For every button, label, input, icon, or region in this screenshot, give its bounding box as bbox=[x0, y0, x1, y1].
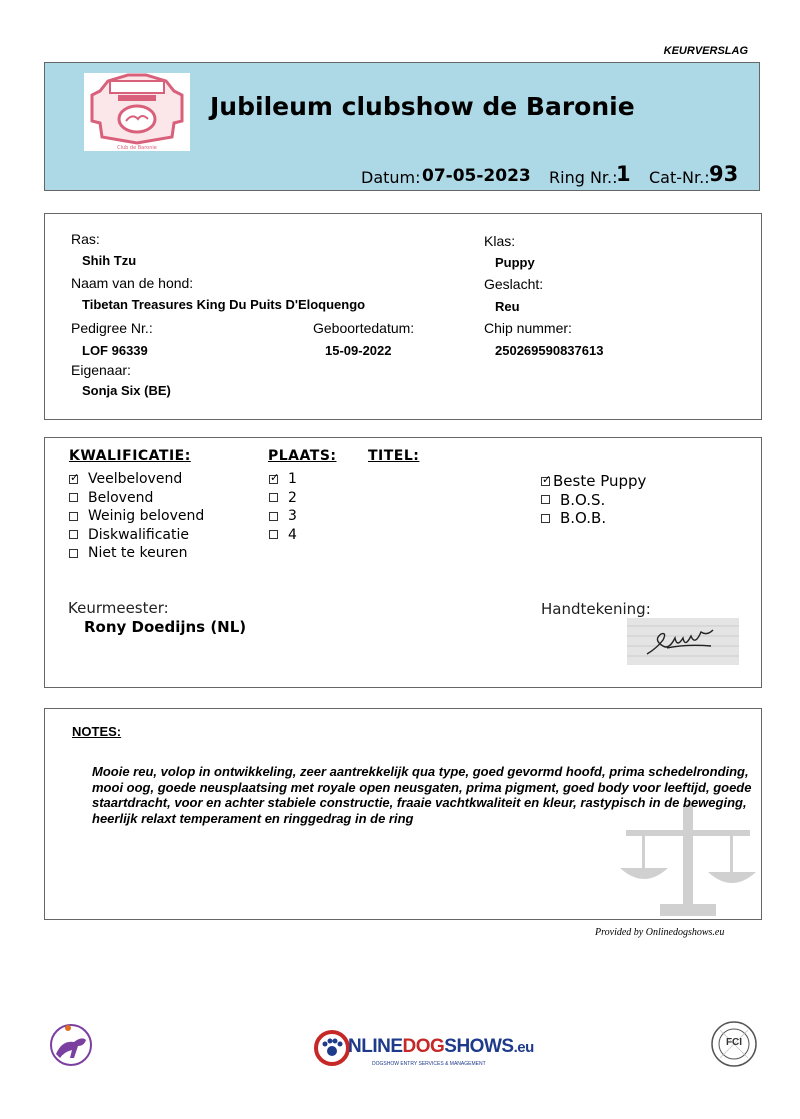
fci-label: FCI bbox=[725, 1037, 743, 1048]
naam-label: Naam van de hond: bbox=[71, 275, 194, 291]
titel-option[interactable]: ✓ Beste Puppy bbox=[541, 472, 646, 491]
checkbox-icon[interactable] bbox=[269, 512, 278, 521]
klas-label: Klas: bbox=[484, 233, 516, 249]
pedigree-value: LOF 96339 bbox=[82, 343, 148, 358]
show-title: Jubileum clubshow de Baronie bbox=[210, 92, 635, 121]
brand-tagline: DOGSHOW ENTRY SERVICES & MANAGEMENT bbox=[372, 1061, 486, 1067]
eigenaar-label: Eigenaar: bbox=[71, 362, 131, 378]
keurmeester-label: Keurmeester: bbox=[68, 599, 169, 617]
kwalificatie-option[interactable]: ✓ Veelbelovend bbox=[69, 470, 204, 489]
handtekening-label: Handtekening: bbox=[541, 600, 651, 618]
checkbox-icon[interactable] bbox=[541, 514, 550, 523]
chip-value: 250269590837613 bbox=[495, 343, 604, 358]
kwalificatie-options bbox=[69, 470, 204, 563]
checkbox-icon[interactable] bbox=[69, 512, 78, 521]
naam-value: Tibetan Treasures King Du Puits D'Eloquengo bbox=[82, 297, 366, 312]
logo-caption: Club de Baronie bbox=[117, 145, 157, 151]
checkbox-checked-icon[interactable] bbox=[269, 475, 278, 484]
checkbox-icon[interactable] bbox=[69, 530, 78, 539]
chip-label: Chip nummer: bbox=[484, 320, 572, 336]
fci-logo bbox=[710, 1020, 758, 1068]
checkbox-checked-icon[interactable] bbox=[541, 477, 550, 486]
cat-value: 93 bbox=[709, 162, 739, 186]
plaats-options bbox=[269, 470, 297, 544]
dog-club-logo bbox=[48, 1022, 94, 1068]
plaats-option[interactable]: 3 bbox=[269, 507, 297, 526]
brand-dog: DOG bbox=[402, 1036, 445, 1057]
ring-label: Ring Nr.: bbox=[549, 168, 618, 187]
kwalificatie-option[interactable]: Diskwalificatie bbox=[69, 526, 204, 545]
brand-eu: .eu bbox=[513, 1039, 534, 1056]
eigenaar-value: Sonja Six (BE) bbox=[82, 383, 171, 398]
geboortedatum-label: Geboortedatum: bbox=[313, 320, 415, 336]
geboortedatum-value: 15-09-2022 bbox=[325, 343, 392, 358]
titel-option[interactable]: B.O.B. bbox=[541, 509, 646, 528]
notes-text: Mooie reu, volop in ontwikkeling, zeer aantrekkelijk qua type, goed gevormd hoofd, prima schedelronding, mooi oog, goede neusplaatsing met royale open neusgaten, prima pigment, goed body voor leeftijd, goede staartdracht, voor en achter stabiele constructie, fraaie vachtkwaliteit en kleur, rastypisch in de beweging, heerlijk relaxt temperament en ringgedrag in de ring bbox=[92, 764, 752, 826]
geslacht-label: Geslacht: bbox=[484, 276, 544, 292]
checkbox-icon[interactable] bbox=[69, 493, 78, 502]
keurmeester-value: Rony Doedijns (NL) bbox=[84, 618, 247, 636]
ras-label: Ras: bbox=[71, 231, 100, 247]
ring-value: 1 bbox=[616, 162, 631, 186]
brand-online: NLINE bbox=[348, 1036, 403, 1057]
brand-shows: SHOWS bbox=[444, 1036, 514, 1057]
kwalificatie-heading: KWALIFICATIE: bbox=[69, 448, 191, 464]
onlinedogshows-logo bbox=[314, 1030, 534, 1074]
kwalificatie-option[interactable]: Niet te keuren bbox=[69, 544, 204, 563]
kwalificatie-option[interactable]: Weinig belovend bbox=[69, 507, 204, 526]
checkbox-icon[interactable] bbox=[69, 549, 78, 558]
titel-heading: TITEL: bbox=[368, 448, 420, 464]
ras-value: Shih Tzu bbox=[82, 253, 137, 268]
checkbox-icon[interactable] bbox=[541, 495, 550, 504]
geslacht-value: Reu bbox=[495, 299, 520, 314]
pedigree-label: Pedigree Nr.: bbox=[71, 320, 153, 336]
checkbox-icon[interactable] bbox=[269, 530, 278, 539]
checkbox-checked-icon[interactable] bbox=[69, 475, 78, 484]
plaats-option[interactable]: ✓ 1 bbox=[269, 470, 297, 489]
klas-value: Puppy bbox=[495, 255, 535, 270]
club-logo bbox=[84, 73, 190, 151]
plaats-option[interactable]: 4 bbox=[269, 526, 297, 545]
titel-options bbox=[541, 472, 646, 528]
plaats-option[interactable]: 2 bbox=[269, 489, 297, 508]
datum-label: Datum: bbox=[361, 168, 421, 187]
notes-heading: NOTES: bbox=[72, 724, 122, 739]
plaats-heading: PLAATS: bbox=[268, 448, 337, 464]
signature-image bbox=[627, 618, 739, 665]
document-type: KEURVERSLAG bbox=[663, 45, 748, 57]
provided-by: Provided by Onlinedogshows.eu bbox=[595, 927, 725, 938]
kwalificatie-option[interactable]: Belovend bbox=[69, 489, 204, 508]
checkbox-icon[interactable] bbox=[269, 493, 278, 502]
datum-value: 07-05-2023 bbox=[422, 166, 531, 186]
titel-option[interactable]: B.O.S. bbox=[541, 491, 646, 510]
paw-icon bbox=[314, 1030, 350, 1066]
cat-label: Cat-Nr.: bbox=[649, 168, 710, 187]
